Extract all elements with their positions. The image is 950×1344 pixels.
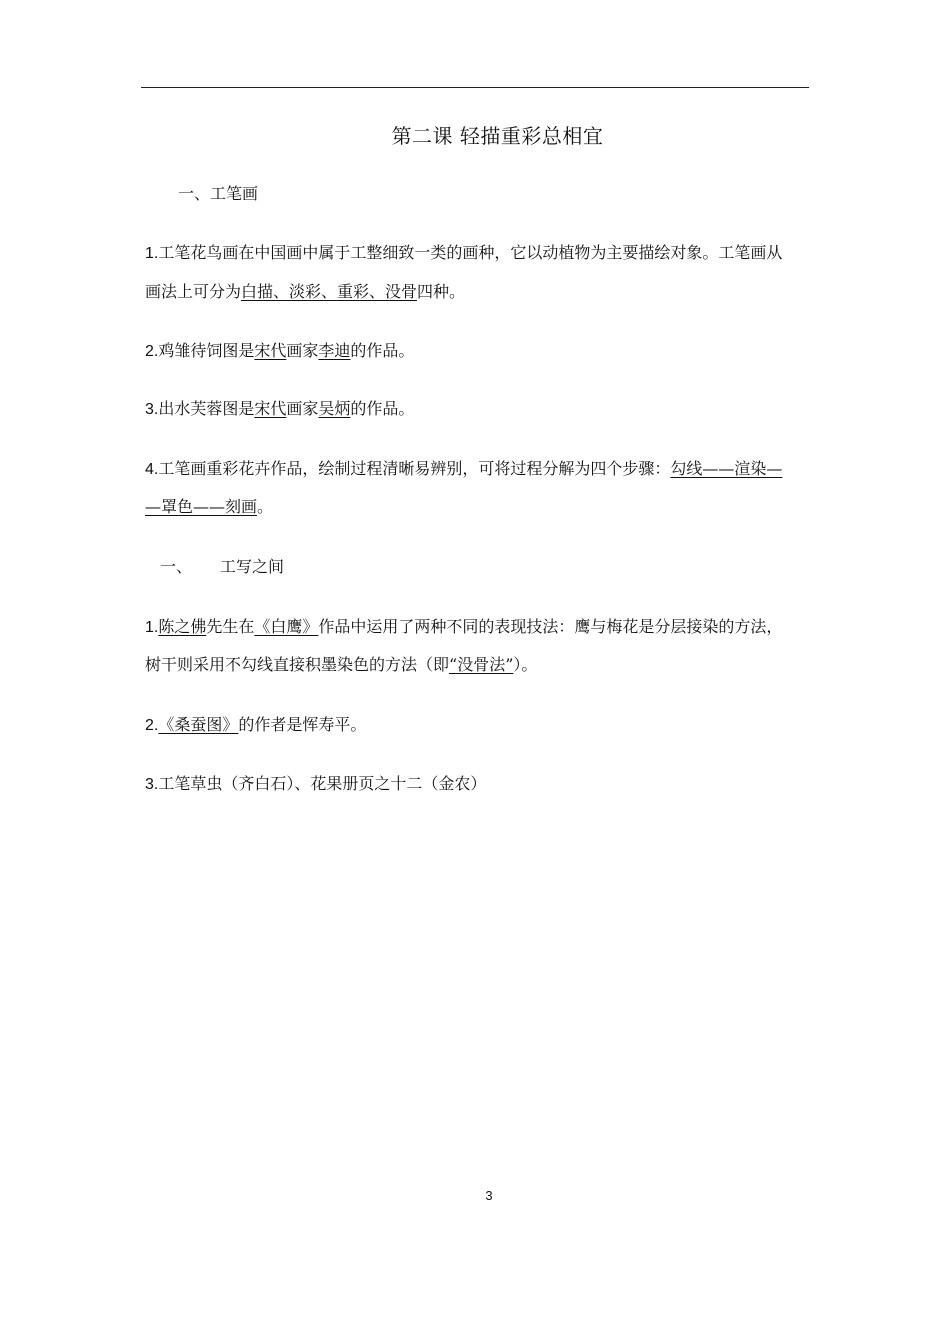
section2-heading	[160, 557, 284, 577]
s1-item3-line	[145, 399, 414, 420]
section1-heading-number: 一、	[178, 184, 211, 203]
s1-item1-text: 工笔花鸟画在中国画中属于工整细致一类的画种，它以动植物为主要描绘对象。工笔画从	[158, 243, 783, 262]
s2-item1-line2	[145, 655, 537, 675]
page-title: 第二课 轻描重彩总相宜	[391, 124, 604, 148]
header-rule	[141, 87, 809, 88]
s1-item4-answer-part1: 勾线——渲染—	[670, 459, 783, 478]
s2-item3-line	[145, 774, 486, 795]
s1-item1-line2	[145, 282, 465, 302]
s1-item2-number: 2.	[145, 343, 159, 360]
s2-item3-text: 工笔草虫（齐白石）、花果册页之十二（金农）	[158, 774, 487, 793]
s1-item3-answer-dynasty: 宋代	[254, 399, 287, 418]
s1-item2-mid: 画家	[286, 341, 319, 360]
section2-heading-number: 一、	[160, 557, 193, 576]
s1-item2-pre: 鸡雏待饲图是	[158, 341, 255, 360]
s1-item4-pre: 工笔画重彩花卉作品，绘制过程清晰易辨别，可将过程分解为四个步骤：	[158, 459, 671, 478]
s1-item1-answer: 白描、淡彩、重彩、没骨	[241, 282, 418, 301]
s1-item3-mid: 画家	[286, 399, 319, 418]
s2-item2-post: 的作者是恽寿平。	[238, 715, 367, 734]
s1-item1-line2-pre: 画法上可分为	[145, 282, 242, 301]
s1-item3-answer-artist: 吴炳	[318, 399, 351, 418]
s2-item1-answer-work: 《白鹰》	[254, 617, 319, 636]
section2-heading-text: 工写之间	[220, 557, 285, 576]
s1-item2-post: 的作品。	[350, 341, 415, 360]
s2-item1-line2-pre: 树干则采用不勾线直接积墨染色的方法（即	[145, 655, 450, 674]
s1-item4-number: 4.	[145, 461, 159, 478]
s1-item3-number: 3.	[145, 401, 159, 418]
s1-item2-line	[145, 341, 414, 362]
section1-heading	[178, 184, 258, 204]
s1-item1-line1	[145, 243, 782, 264]
s1-item4-post: 。	[257, 497, 274, 516]
page-number: 3	[485, 1188, 493, 1203]
s2-item3-number: 3.	[145, 776, 159, 793]
s2-item1-line2-post: ）。	[513, 655, 538, 674]
s2-item2-answer-work: 《桑蚕图》	[158, 715, 239, 734]
s2-item1-answer-artist: 陈之佛	[158, 617, 207, 636]
s2-item1-number: 1.	[145, 619, 159, 636]
s2-item1-line1	[145, 617, 782, 638]
s1-item4-line1	[145, 459, 782, 480]
section1-heading-text: 工笔画	[210, 184, 259, 203]
s1-item1-line2-post: 四种。	[417, 282, 466, 301]
s2-item2-number: 2.	[145, 717, 159, 734]
s1-item2-answer-dynasty: 宋代	[254, 341, 287, 360]
s1-item2-answer-artist: 李迪	[318, 341, 351, 360]
s1-item4-answer-part2: —罩色——刻画	[145, 497, 258, 516]
s2-item2-line	[145, 715, 366, 736]
s1-item4-line2	[145, 497, 273, 517]
s2-item1-text2: 作品中运用了两种不同的表现技法：鹰与梅花是分层接染的方法，	[318, 617, 783, 636]
s2-item1-text1: 先生在	[206, 617, 255, 636]
s1-item3-pre: 出水芙蓉图是	[158, 399, 255, 418]
s1-item1-number: 1.	[145, 245, 159, 262]
s1-item3-post: 的作品。	[350, 399, 415, 418]
s2-item1-answer-method: “没骨法”	[449, 655, 514, 674]
